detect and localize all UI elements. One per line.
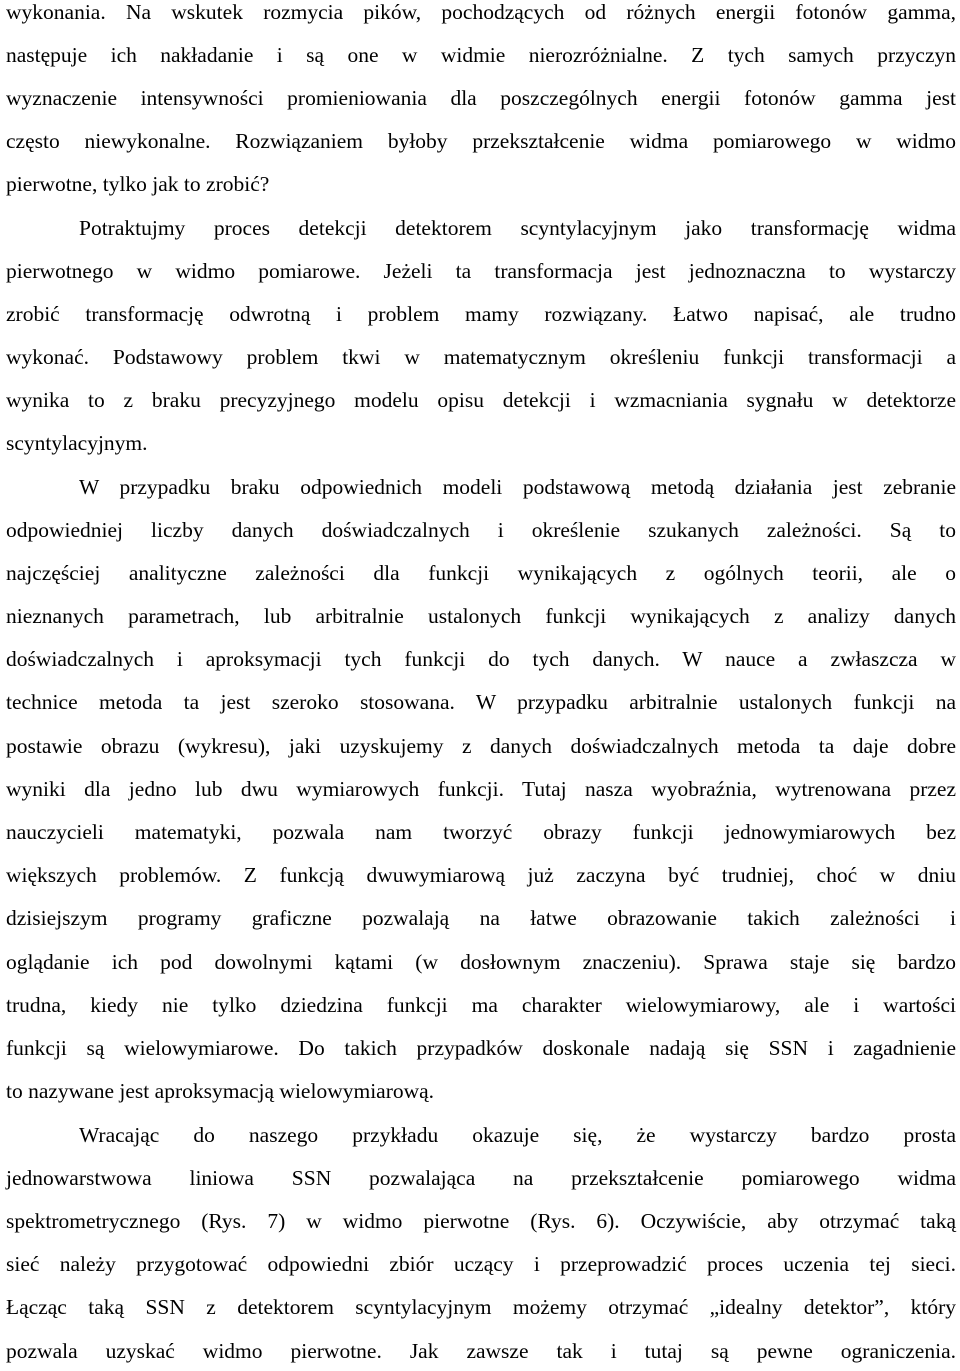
text-line: najczęściej analityczne zależności dla funkcji wynikających z ogólnych teorii, ale o <box>6 561 956 585</box>
text-line: spektrometrycznego (Rys. 7) w widmo pierwotne (Rys. 6). Oczywiście, aby otrzymać taką <box>6 1209 956 1233</box>
text-line: pozwala uzyskać widmo pierwotne. Jak zawsze tak i tutaj są pewne ograniczenia. <box>6 1339 956 1363</box>
text-line: nauczycieli matematyki, pozwala nam tworzyć obrazy funkcji jednowymiarowych bez <box>6 820 956 844</box>
text-line: Wracając do naszego przykładu okazuje się, że wystarczy bardzo prosta <box>79 1123 956 1147</box>
text-line: W przypadku braku odpowiednich modeli podstawową metodą działania jest zebranie <box>79 475 956 499</box>
text-line: scyntylacyjnym. <box>6 431 148 455</box>
text-line: pierwotnego w widmo pomiarowe. Jeżeli ta transformacja jest jednoznaczna to wystarczy <box>6 259 956 283</box>
text-line: następuje ich nakładanie i są one w widmie nierozróżnialne. Z tych samych przyczyn <box>6 43 956 67</box>
text-line: postawie obrazu (wykresu), jaki uzyskujemy z danych doświadczalnych metoda ta daje dobre <box>6 734 956 758</box>
text-line: to nazywane jest aproksymacją wielowymiarową. <box>6 1079 435 1103</box>
text-line: jednowarstwowa liniowa SSN pozwalająca na przekształcenie pomiarowego widma <box>6 1166 956 1190</box>
text-line: wyniki dla jedno lub dwu wymiarowych funkcji. Tutaj nasza wyobraźnia, wytrenowana przez <box>6 777 956 801</box>
text-line: doświadczalnych i aproksymacji tych funkcji do tych danych. W nauce a zwłaszcza w <box>6 647 956 671</box>
text-line: wyznaczenie intensywności promieniowania dla poszczególnych energii fotonów gamma jest <box>6 86 956 110</box>
text-line: Potraktujmy proces detekcji detektorem scyntylacyjnym jako transformację widma <box>79 216 956 240</box>
text-line: wynika to z braku precyzyjnego modelu opisu detekcji i wzmacniania sygnału w detektorze <box>6 388 956 412</box>
text-line: Łącząc taką SSN z detektorem scyntylacyjnym możemy otrzymać „idealny detektor”, który <box>6 1295 956 1319</box>
text-line: zrobić transformację odwrotną i problem mamy rozwiązany. Łatwo napisać, ale trudno <box>6 302 956 326</box>
text-line: dzisiejszym programy graficzne pozwalają na łatwe obrazowanie takich zależności i <box>6 906 956 930</box>
text-line: wykonać. Podstawowy problem tkwi w matematycznym określeniu funkcji transformacji a <box>6 345 956 369</box>
text-line: nieznanych parametrach, lub arbitralnie ustalonych funkcji wynikających z analizy danych <box>6 604 956 628</box>
text-line: wykonania. Na wskutek rozmycia pików, pochodzących od różnych energii fotonów gamma, <box>6 0 956 24</box>
text-line: oglądanie ich pod dowolnymi kątami (w dosłownym znaczeniu). Sprawa staje się bardzo <box>6 950 956 974</box>
text-line: często niewykonalne. Rozwiązaniem byłoby przekształcenie widma pomiarowego w widmo <box>6 129 956 153</box>
text-line: sieć należy przygotować odpowiedni zbiór uczący i przeprowadzić proces uczenia tej sieci. <box>6 1252 956 1276</box>
text-line: większych problemów. Z funkcją dwuwymiarową już zaczyna być trudniej, choć w dniu <box>6 863 956 887</box>
text-line: odpowiedniej liczby danych doświadczalnych i określenie szukanych zależności. Są to <box>6 518 956 542</box>
text-line: funkcji są wielowymiarowe. Do takich przypadków doskonale nadają się SSN i zagadnienie <box>6 1036 956 1060</box>
text-line: pierwotne, tylko jak to zrobić? <box>6 172 270 196</box>
text-line: trudna, kiedy nie tylko dziedzina funkcji ma charakter wielowymiarowy, ale i wartości <box>6 993 956 1017</box>
text-line: technice metoda ta jest szeroko stosowana. W przypadku arbitralnie ustalonych funkcji na <box>6 690 956 714</box>
